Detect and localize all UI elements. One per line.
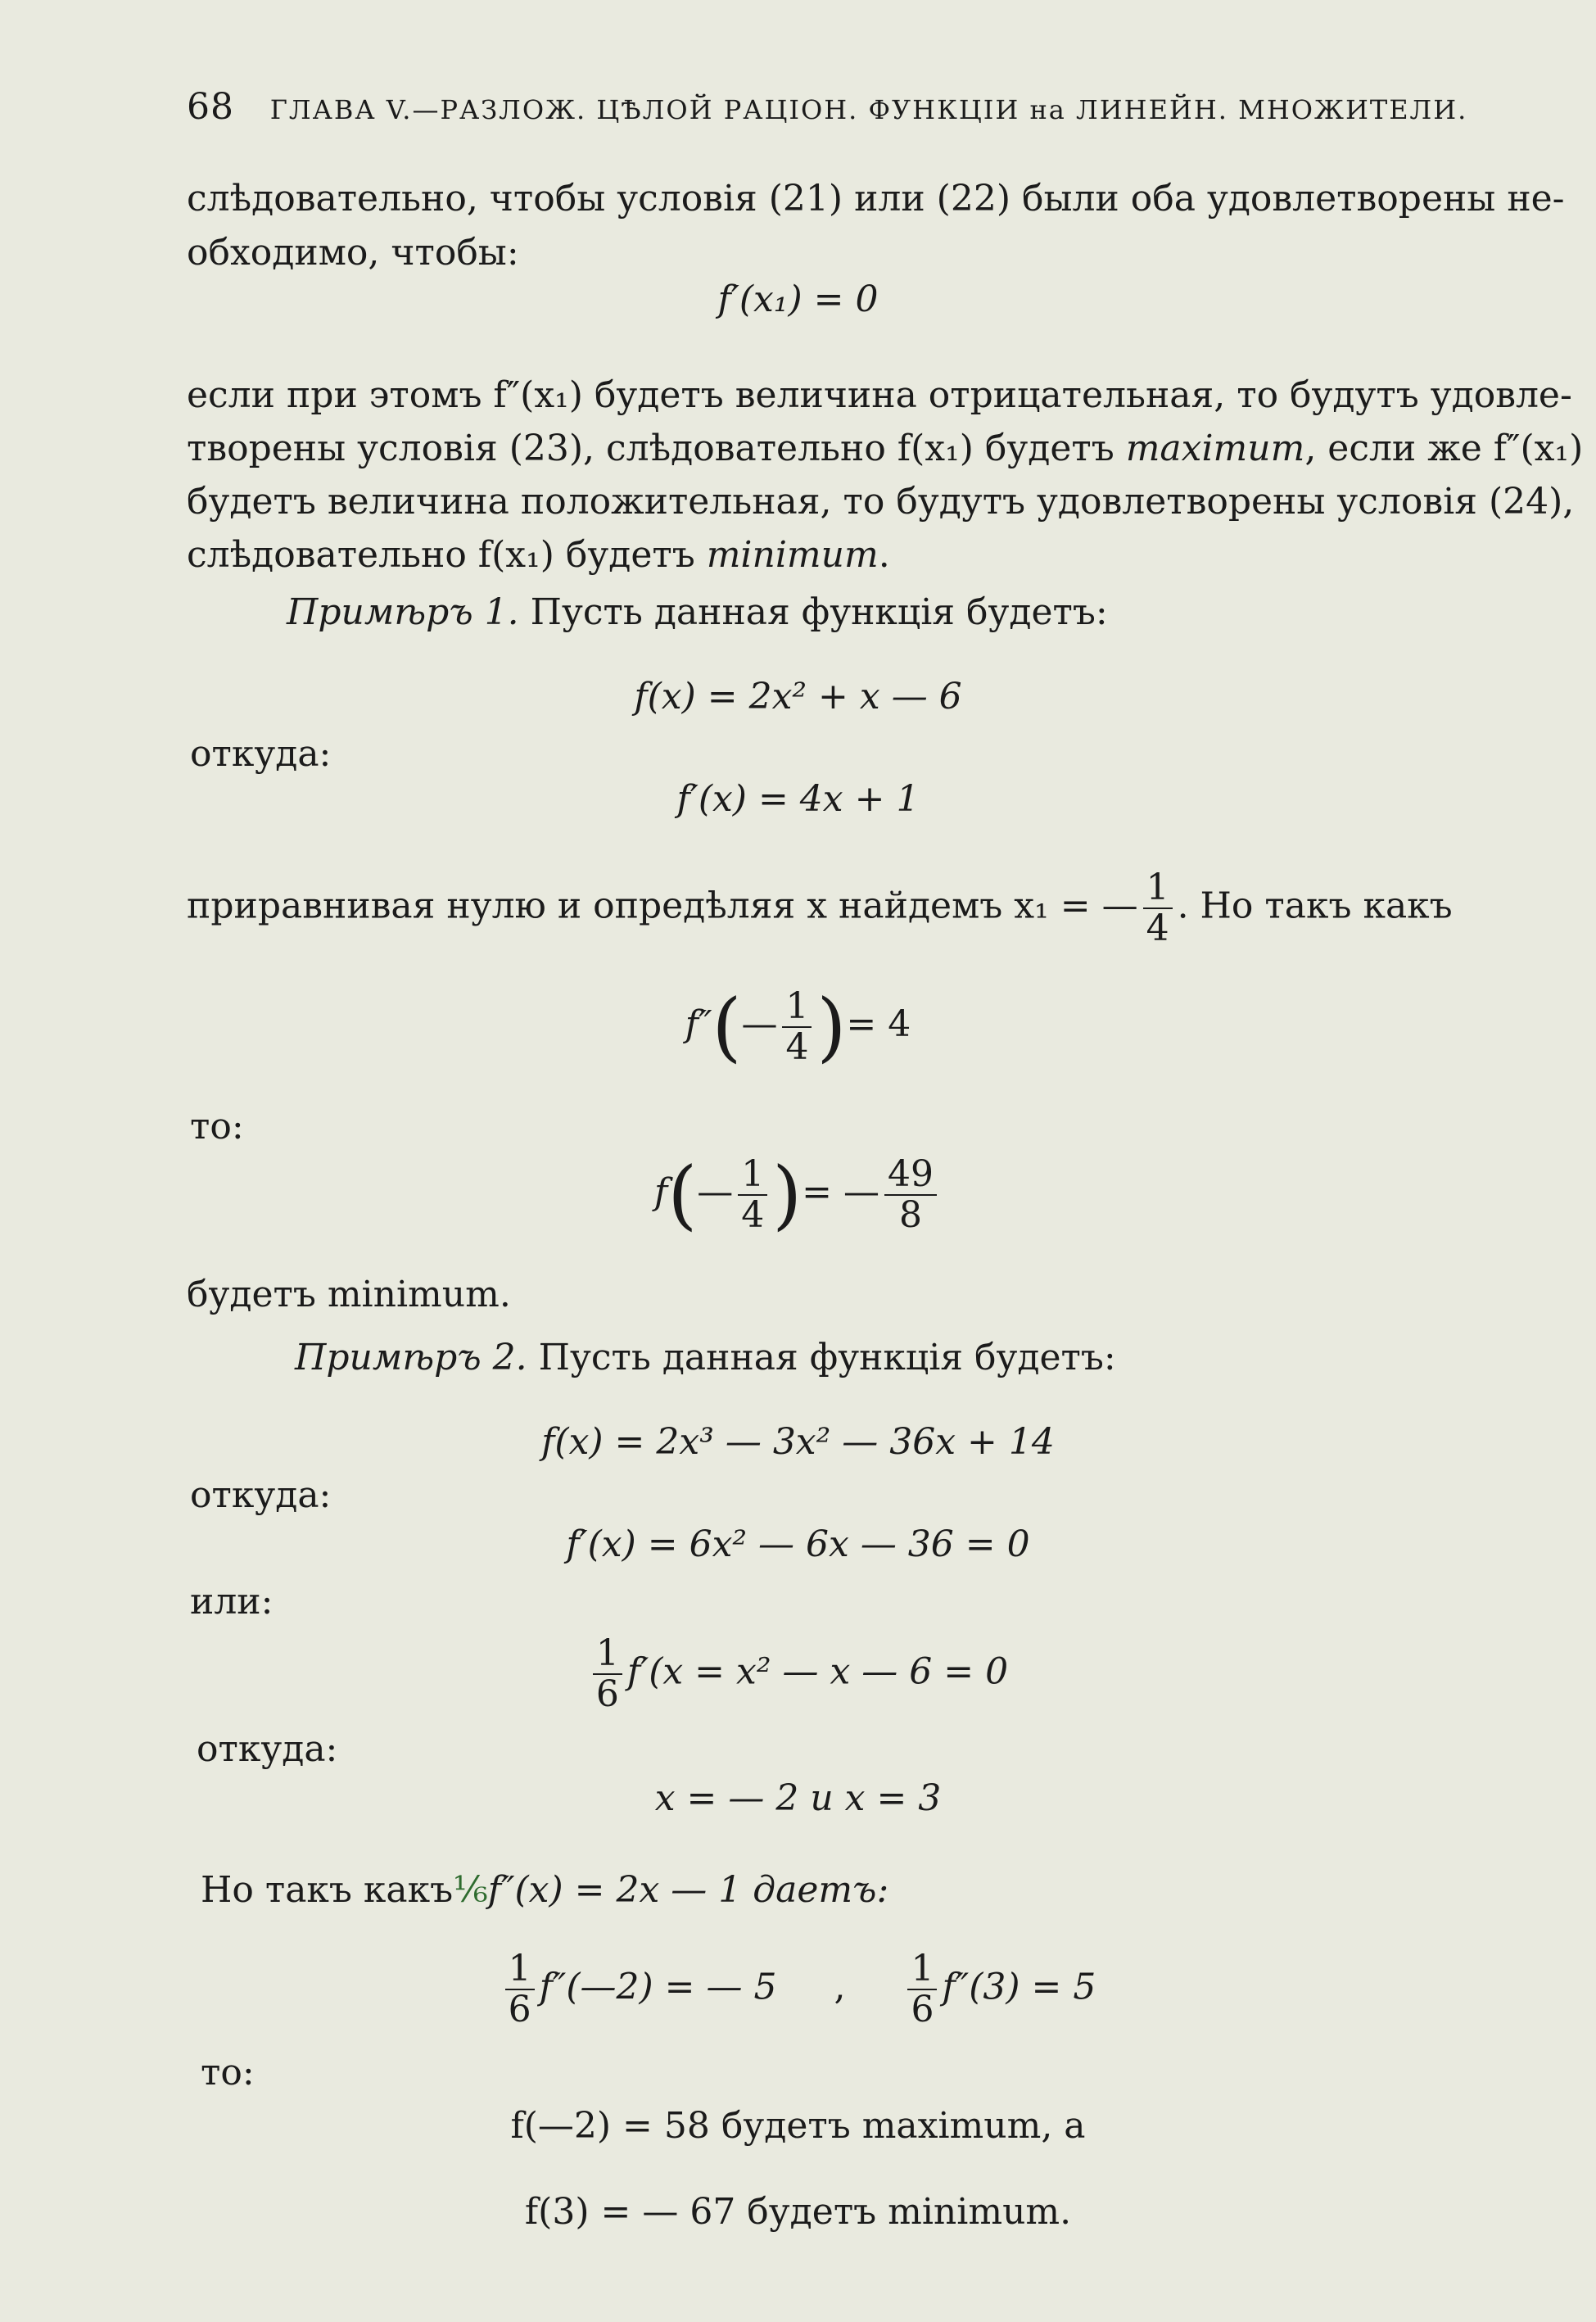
- example2-result-min: f(3) = — 67 будетъ minimum.: [524, 2191, 1072, 2233]
- example1-function: f(x) = 2x² + x — 6: [634, 676, 962, 717]
- right-paren: ): [816, 983, 847, 1070]
- word-minimum: minimum: [706, 534, 879, 576]
- label-otkuda-2: откуда:: [190, 1474, 332, 1516]
- running-header: [187, 86, 1468, 128]
- f-double-prime: f″: [685, 1003, 712, 1045]
- fraction-one-sixth: [593, 1634, 622, 1714]
- example2-heading: [295, 1331, 1596, 1385]
- example2-heading-text: Пусть данная функція будетъ:: [527, 1337, 1116, 1378]
- chapter-title: ГЛАВА V.—РАЗЛОЖ. ЦѢЛОЙ РАЦІОН. ФУНКЦІИ на ЛИНЕЙН. МНОЖИТЕЛИ.: [269, 94, 1468, 125]
- f-symbol: f: [654, 1171, 668, 1213]
- fraction-numerator: 1: [505, 1949, 535, 1990]
- fraction-numerator: 49: [884, 1155, 937, 1196]
- example1-result: будетъ minimum.: [187, 1274, 511, 1315]
- solve-text-b: . Но такъ какъ: [1177, 885, 1453, 927]
- label-otkuda-1: откуда:: [190, 733, 332, 775]
- since-text-a: Но такъ какъ: [201, 1869, 454, 1911]
- eval-at-minus-two: f″(—2) = — 5: [539, 1966, 777, 2008]
- example1-derivative: f′(x) = 4x + 1: [676, 778, 920, 820]
- para2-line-3: будетъ величина положительная, то будутъ удовлетворены условія (24),: [187, 481, 1575, 523]
- equals-four: = 4: [846, 1003, 911, 1045]
- intro-line-2: обходимо, чтобы:: [187, 232, 519, 274]
- example2-since-line: [201, 1863, 1537, 1917]
- fraction-denominator: 6: [595, 1673, 619, 1715]
- fraction-one-sixth-a: [505, 1949, 535, 2030]
- fraction-denominator: 6: [911, 1989, 934, 2030]
- equals-minus: = —: [802, 1171, 879, 1213]
- example2-evaluations: [0, 1949, 1596, 2030]
- label-to-1: то:: [190, 1106, 244, 1147]
- page-number: 68: [187, 86, 234, 128]
- para2-line-4: [187, 528, 1523, 582]
- word-maximum: maximum: [1125, 428, 1305, 469]
- since-text-b: f″(x) = 2x — 1 даетъ:: [487, 1869, 889, 1911]
- fraction-numerator: 1: [782, 987, 812, 1028]
- fraction-numerator: 1: [1143, 868, 1173, 909]
- example2-label: Примѣръ 2.: [295, 1337, 527, 1378]
- para2-line-2: [187, 422, 1584, 476]
- example1-solve-line: [187, 868, 1523, 948]
- left-paren: (: [667, 1151, 698, 1238]
- intro-line-1: слѣдовательно, чтобы условія (21) или (22) были оба удовлетворены не-: [187, 178, 1565, 220]
- para2-line-2b: , если же f″(x₁): [1304, 428, 1584, 469]
- example2-result-max: f(—2) = 58 будетъ maximum, a: [510, 2105, 1086, 2147]
- para2-line-4a: слѣдовательно f(x₁) будетъ: [187, 534, 707, 576]
- right-paren: ): [772, 1151, 803, 1238]
- example1-second-derivative: [0, 983, 1596, 1070]
- fraction-49-8: [884, 1152, 937, 1236]
- fraction-numerator: 1: [738, 1155, 767, 1196]
- handwritten-one-sixth: ⅙: [453, 1869, 488, 1911]
- example1-label: Примѣръ 1.: [287, 591, 519, 633]
- left-paren: (: [712, 983, 742, 1070]
- solve-text-a: приравнивая нулю и опредѣляя x найдемъ x₁ = —: [187, 885, 1138, 927]
- para2-line-1: если при этомъ f″(x₁) будетъ величина отрицательная, то будутъ удовле-: [187, 374, 1572, 416]
- fraction-one-quarter-b: [782, 984, 812, 1068]
- label-ili: или:: [190, 1581, 274, 1623]
- equation-f-prime-zero: f′(x₁) = 0: [717, 278, 879, 320]
- example1-heading: [287, 586, 1596, 640]
- minus-sign: —: [697, 1171, 734, 1213]
- para2-line-2a: творены условія (23), слѣдовательно f(x₁) будетъ: [187, 428, 1126, 469]
- fraction-denominator: 4: [741, 1193, 765, 1236]
- fraction-one-quarter-c: [738, 1152, 767, 1236]
- label-otkuda-3: откуда:: [197, 1728, 338, 1770]
- fraction-numerator: 1: [593, 1634, 622, 1675]
- sixth-derivative-rest: f′(x = x² — x — 6 = 0: [626, 1650, 1009, 1693]
- example2-sixth-derivative: [0, 1634, 1596, 1714]
- example2-roots: x = — 2 и x = 3: [654, 1777, 942, 1819]
- example2-derivative: f′(x) = 6x² — 6x — 36 = 0: [566, 1523, 1030, 1565]
- comma-separator: ,: [834, 1966, 846, 2008]
- eval-at-three: f″(3) = 5: [942, 1966, 1096, 2008]
- example1-heading-text: Пусть данная функція будетъ:: [518, 591, 1108, 633]
- label-to-2: то:: [201, 2052, 255, 2093]
- minus-sign: —: [741, 1003, 778, 1045]
- para2-line-4b: .: [878, 534, 890, 576]
- fraction-numerator: 1: [907, 1949, 937, 1990]
- fraction-denominator: 8: [898, 1193, 922, 1236]
- fraction-one-sixth-b: [907, 1949, 937, 2030]
- fraction-denominator: 4: [1146, 908, 1169, 949]
- example2-function: f(x) = 2x³ — 3x² — 36x + 14: [541, 1421, 1055, 1463]
- example1-value: [0, 1151, 1596, 1238]
- fraction-one-quarter: [1143, 868, 1173, 948]
- fraction-denominator: 6: [508, 1989, 531, 2030]
- fraction-denominator: 4: [785, 1025, 809, 1068]
